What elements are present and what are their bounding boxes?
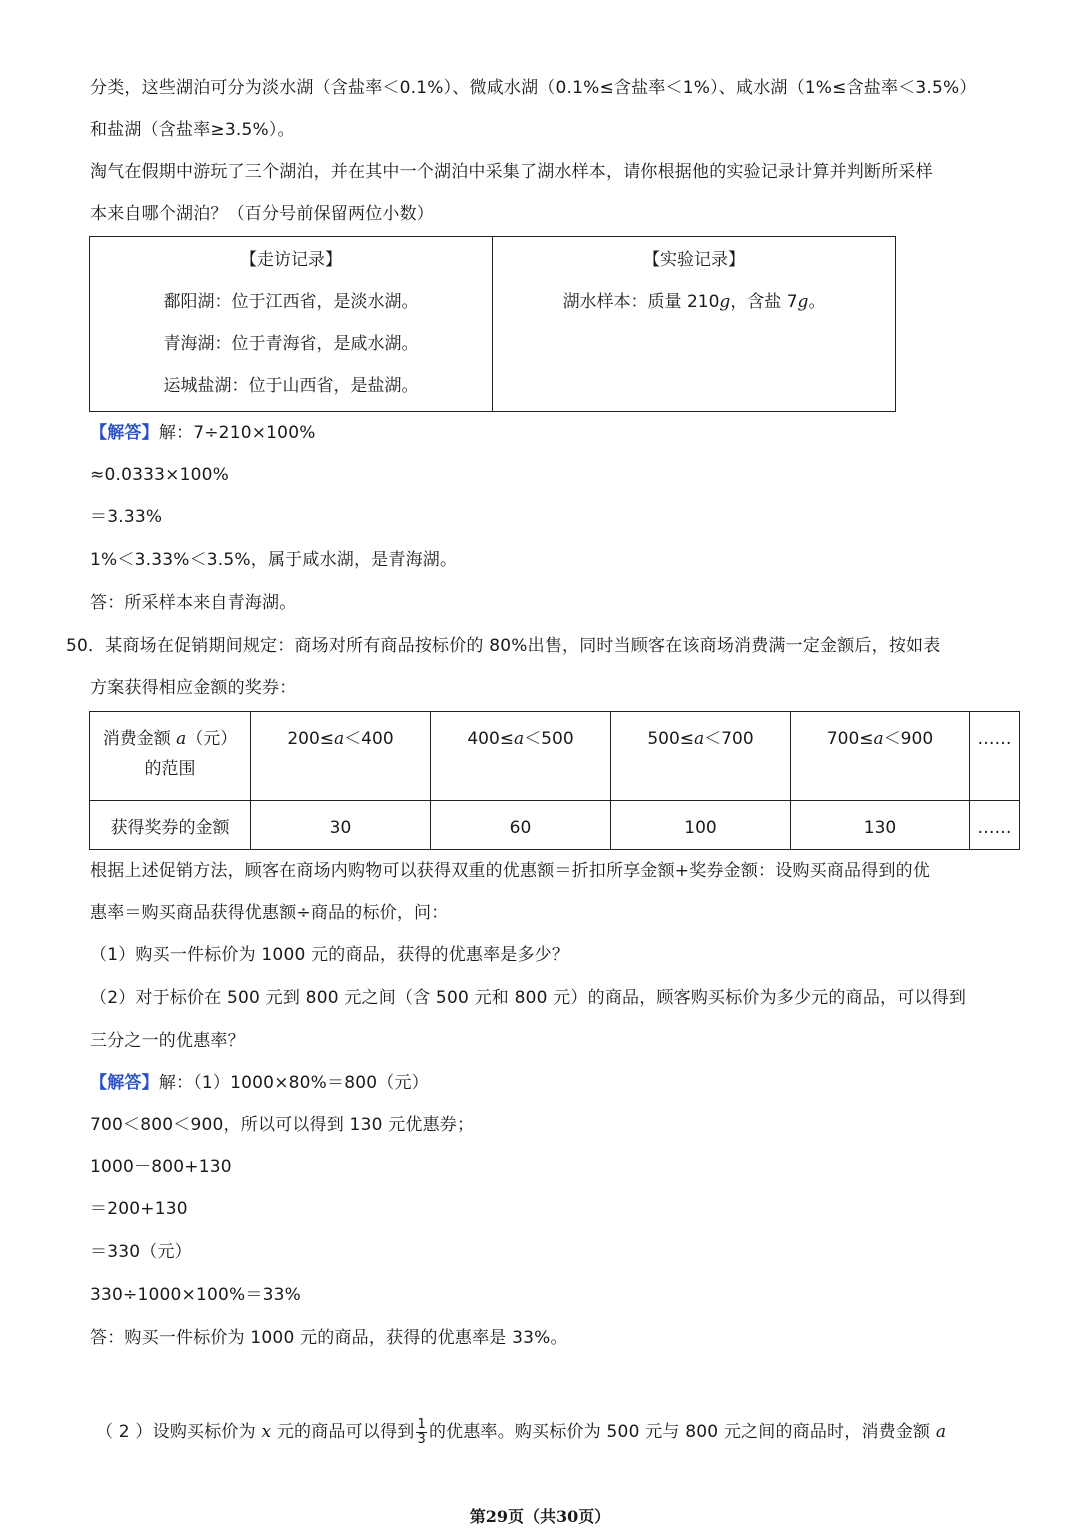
answer-line: 1000－800+130	[90, 1157, 232, 1177]
intro-line: 淘气在假期中游玩了三个湖泊，并在其中一个湖泊中采集了湖水样本，请你根据他的实验记录计算并判断所采样	[90, 162, 933, 182]
ellipsis-cell: ……	[970, 712, 1020, 801]
experiment-record-header: 【实验记录】	[643, 250, 745, 270]
answer-line: 答：购买一件标价为 1000 元的商品，获得的优惠率是 33%。	[90, 1328, 568, 1348]
question-50-line: 惠率＝购买商品获得优惠额÷商品的标价，问：	[90, 903, 449, 923]
prize-amount-cell: 130	[791, 801, 970, 850]
sub-question: （1）购买一件标价为 1000 元的商品，获得的优惠率是多少？	[90, 945, 570, 965]
answer-line: 700＜800＜900，所以可以得到 130 元优惠券；	[90, 1115, 475, 1135]
question-50-line: 方案获得相应金额的奖券：	[90, 678, 297, 698]
prize-label-cell: 获得奖券的金额	[90, 801, 251, 850]
record-table	[89, 236, 896, 412]
sub-question: （2）对于标价在 500 元到 800 元之间（含 500 元和 800 元）的商品，顾客购买标价为多少元的商品，可以得到	[90, 988, 967, 1008]
answer-line: ＝200+130	[90, 1199, 188, 1219]
visit-record-row: 运城盐湖：位于山西省，是盐湖。	[163, 376, 419, 396]
experiment-record-cell	[493, 237, 896, 412]
visit-record-cell	[90, 237, 493, 412]
answer-line: 1%＜3.33%＜3.5%，属于咸水湖，是青海湖。	[90, 550, 458, 570]
answer-tag: 【解答】	[90, 1073, 159, 1093]
answer-line: 答：所采样本来自青海湖。	[90, 593, 297, 613]
visit-record-row: 鄱阳湖：位于江西省，是淡水湖。	[163, 292, 419, 312]
answer-line: ＝3.33%	[90, 507, 163, 527]
answer-line: ≈0.0333×100%	[90, 465, 229, 485]
answer-line: 330÷1000×100%＝33%	[90, 1285, 301, 1305]
question-number: 50．	[66, 636, 106, 656]
answer-line: ＝330（元）	[90, 1242, 192, 1262]
answer-line: （ 2 ）设购买标价为 x 元的商品可以得到 $\frac{1}{3}$ 的优惠率。购买标价为 500 元与 800 元之间的商品时，消费金额 a	[96, 1416, 947, 1447]
experiment-record-row: 湖水样本：质量 210g，含盐 7g。	[562, 292, 826, 312]
one-third-fraction: $\frac{1}{3}$	[417, 1416, 426, 1447]
visit-record-header: 【走访记录】	[240, 250, 342, 270]
prize-table	[89, 711, 1020, 850]
prize-amount-cell: 30	[251, 801, 431, 850]
range-cell: 200≤a＜400	[251, 712, 431, 801]
range-cell: 400≤a＜500	[431, 712, 611, 801]
answer-line: 【解答】解：7÷210×100%	[90, 423, 316, 443]
question-50-line: 根据上述促销方法，顾客在商场内购物可以获得双重的优惠额＝折扣所享金额+奖券金额：设购买商品得到的优	[90, 861, 931, 881]
range-label-cell: 消费金额 a（元） 的范围	[90, 712, 251, 801]
answer-line: 【解答】解：（1）1000×80%＝800（元）	[90, 1073, 429, 1093]
ellipsis-cell: ……	[970, 801, 1020, 850]
visit-record-row: 青海湖：位于青海省，是咸水湖。	[163, 334, 419, 354]
answer-tag: 【解答】	[90, 423, 159, 443]
prize-amount-cell: 60	[431, 801, 611, 850]
prize-amount-cell: 100	[611, 801, 791, 850]
range-cell: 500≤a＜700	[611, 712, 791, 801]
intro-line: 分类，这些湖泊可分为淡水湖（含盐率＜0.1%）、微咸水湖（0.1%≤含盐率＜1%）、咸水湖（1%≤含盐率＜3.5%）	[90, 78, 977, 98]
intro-line: 本来自哪个湖泊？（百分号前保留两位小数）	[90, 204, 434, 224]
range-cell: 700≤a＜900	[791, 712, 970, 801]
page-footer: 第29页（共30页）	[469, 1507, 611, 1526]
question-50-line: 50．某商场在促销期间规定：商场对所有商品按标价的 80%出售，同时当顾客在该商场消费满一定金额后，按如表	[66, 636, 941, 656]
sub-question: 三分之一的优惠率？	[90, 1031, 245, 1051]
intro-line: 和盐湖（含盐率≥3.5%）。	[90, 120, 295, 140]
